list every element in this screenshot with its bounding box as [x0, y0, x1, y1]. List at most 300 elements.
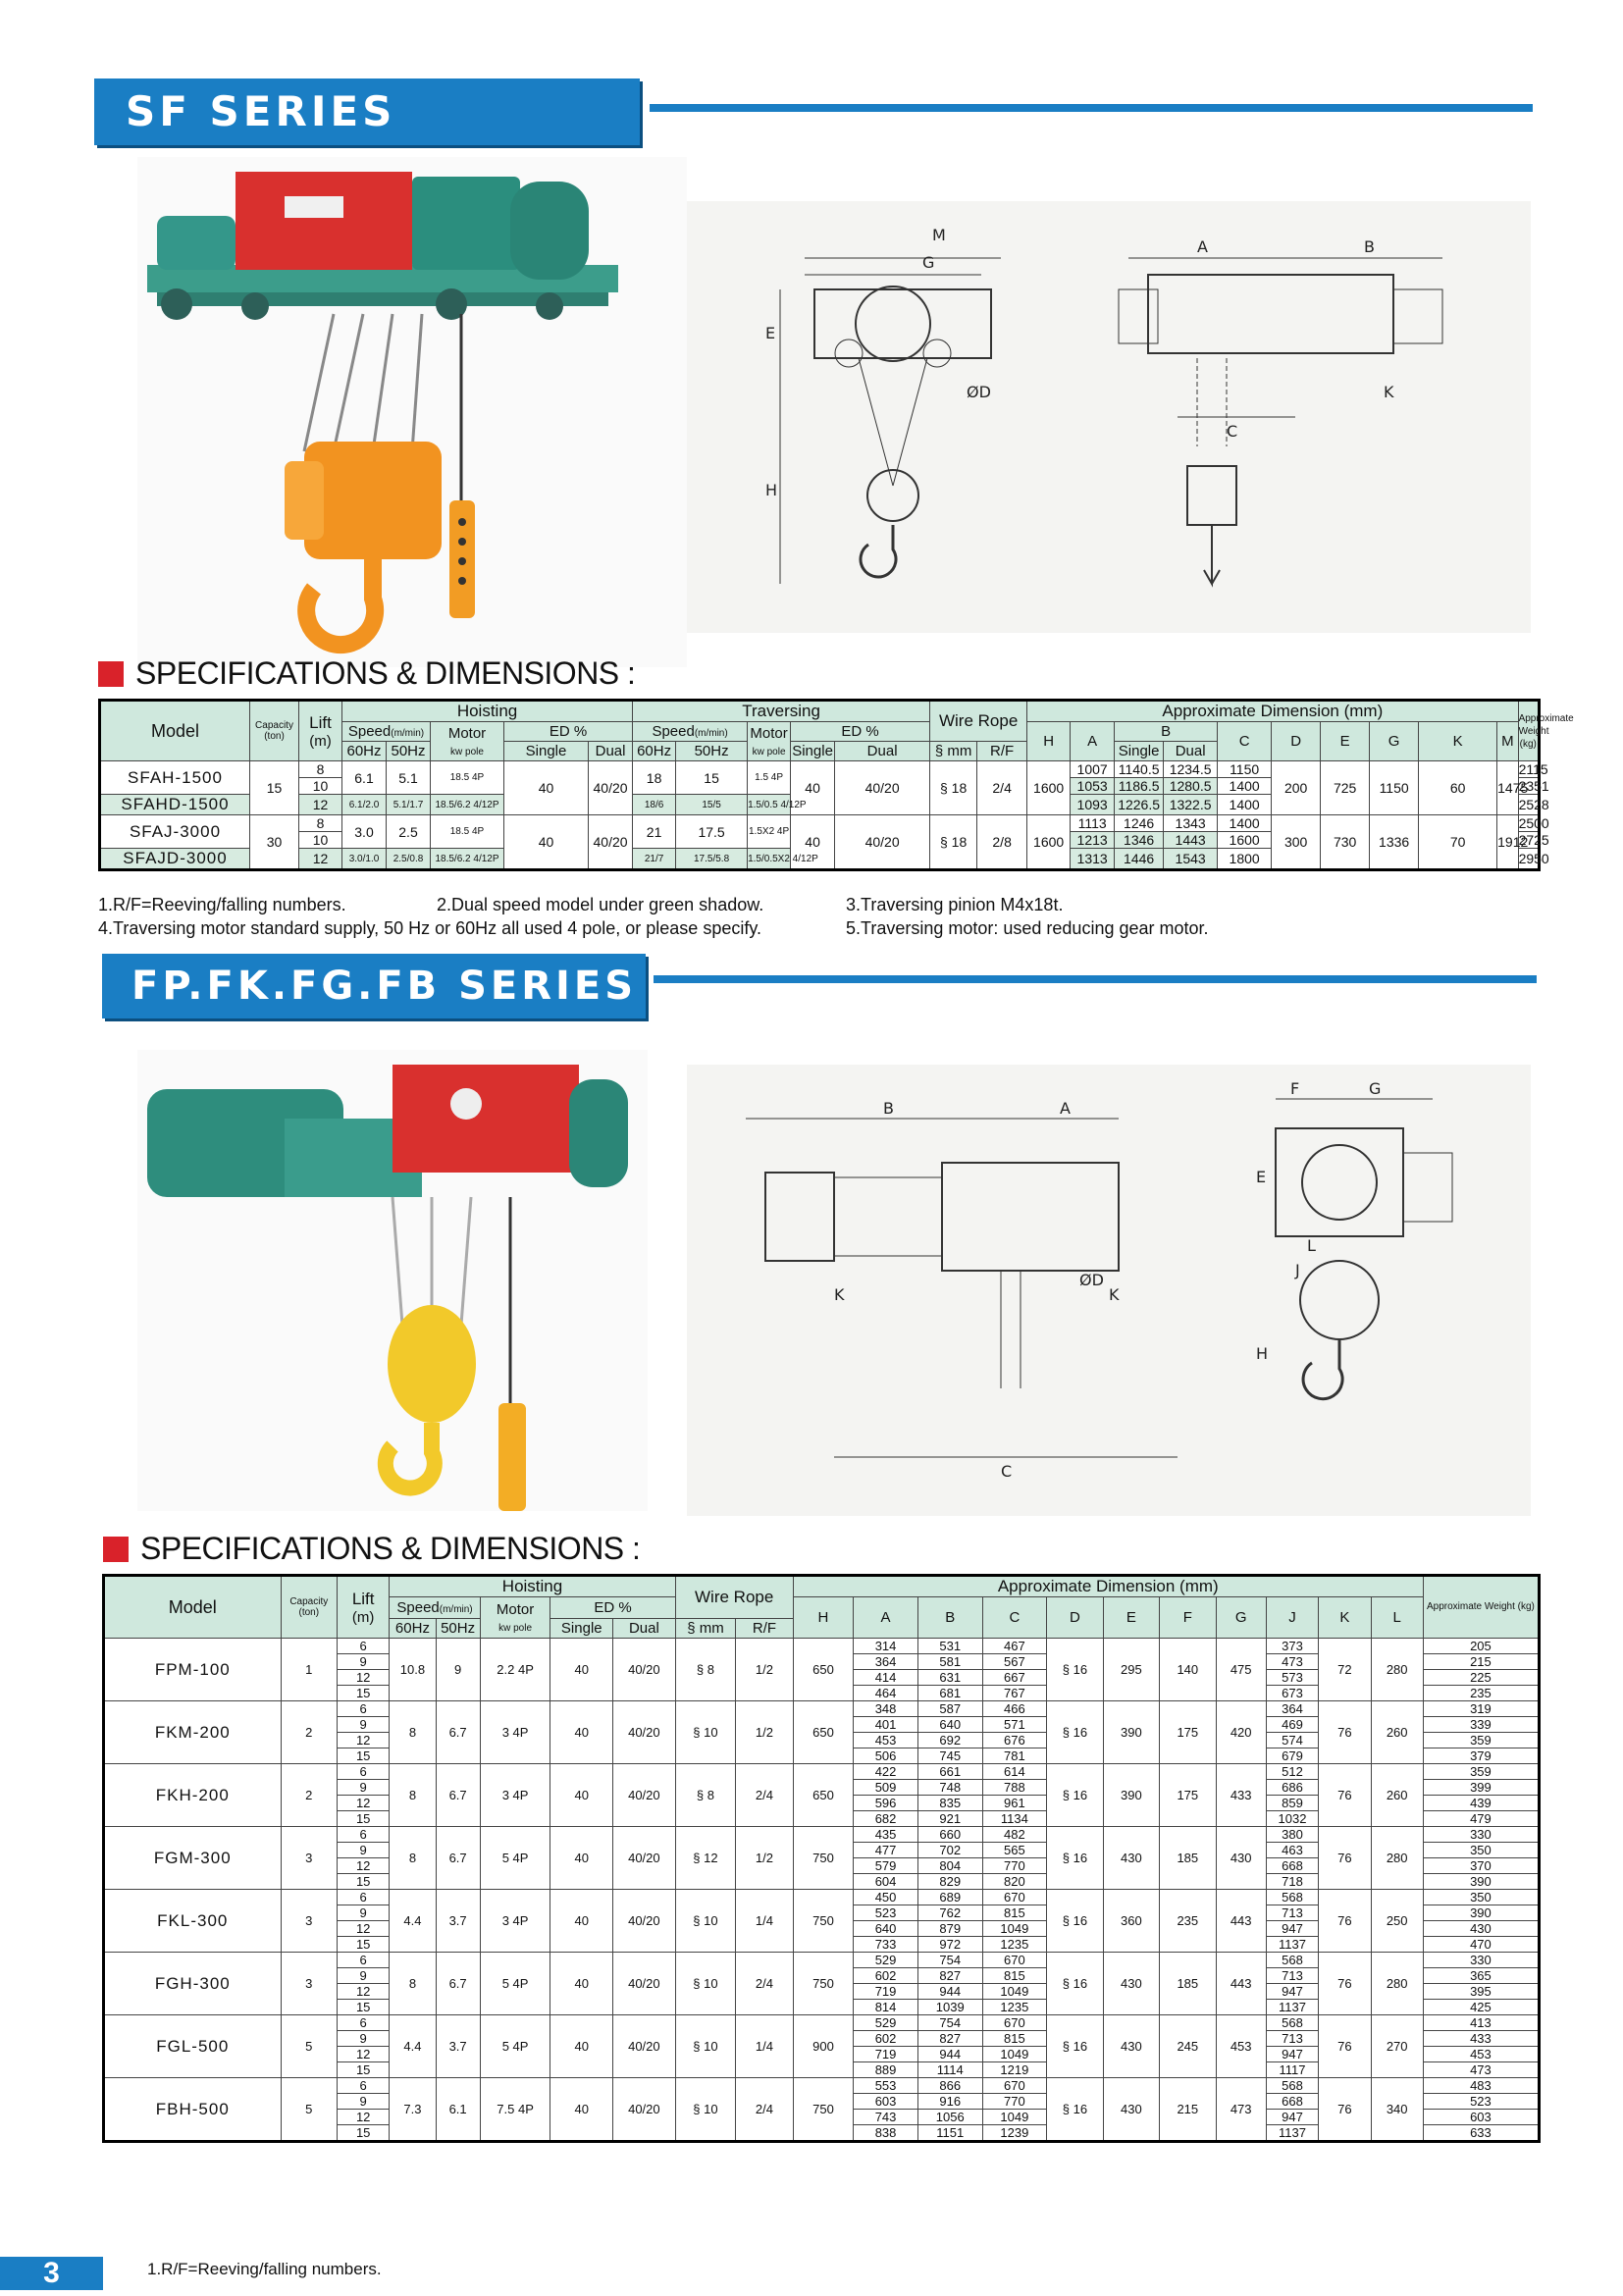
table-row [104, 1953, 1540, 1968]
cell-A: 1053 [1071, 778, 1115, 795]
hdr-phi: § mm [675, 1619, 736, 1639]
hdr-t50hz: 50Hz [676, 742, 748, 761]
cell-B: 640 [917, 1717, 982, 1733]
cell-B: 944 [917, 1984, 982, 2000]
cell-rf: 1/2 [736, 1827, 793, 1890]
hdr-hoisting: Hoisting [342, 701, 633, 722]
cell-lift: 12 [338, 1733, 390, 1748]
table-row [104, 1639, 1540, 1654]
cell-h50: 2.5 [387, 815, 431, 849]
cell-weight: 425 [1423, 2000, 1539, 2015]
cell-C: 667 [982, 1670, 1047, 1686]
cell-F: 245 [1160, 2015, 1216, 2078]
hdr-approx-dim: Approximate Dimension (mm) [793, 1576, 1423, 1597]
cell-rope: § 12 [675, 1827, 736, 1890]
cell-A: 1213 [1071, 832, 1115, 849]
cell-model: FPM-100 [104, 1639, 282, 1701]
table-row [104, 1701, 1540, 1717]
cell-A: 640 [854, 1921, 918, 1937]
cell-C: 567 [982, 1654, 1047, 1670]
cell-J: 947 [1266, 1921, 1318, 1937]
cell-lift: 15 [338, 2000, 390, 2015]
cell-C: 820 [982, 1874, 1047, 1890]
cell-C: 1134 [982, 1811, 1047, 1827]
cell-J: 512 [1266, 1764, 1318, 1780]
cell-model: SFAH-1500 [100, 761, 250, 795]
cell-hed-dual: 40/20 [589, 761, 633, 815]
cell-B: 748 [917, 1780, 982, 1796]
cell-D: § 16 [1047, 2078, 1103, 2142]
cell-H: 750 [793, 1827, 854, 1890]
cell-lift: 15 [338, 1874, 390, 1890]
cell-weight: 523 [1423, 2094, 1539, 2110]
hdr-L: L [1371, 1597, 1423, 1639]
fp-spec-table [102, 1574, 1541, 2143]
sf-hoist-photo [137, 157, 687, 667]
cell-rope: § 18 [930, 761, 977, 815]
cell-D: § 16 [1047, 1639, 1103, 1701]
cell-lift: 6 [338, 1953, 390, 1968]
cell-D: § 16 [1047, 1764, 1103, 1827]
cell-speed-50: 6.7 [436, 1764, 480, 1827]
cell-C: 482 [982, 1827, 1047, 1843]
cell-ed-dual: 40/20 [613, 2015, 676, 2078]
hdr-wire-rope: Wire Rope [930, 701, 1027, 742]
cell-lift: 6 [338, 2015, 390, 2031]
cell-E: 430 [1103, 2078, 1159, 2142]
cell-J: 1137 [1266, 2125, 1318, 2142]
cell-weight: 433 [1423, 2031, 1539, 2047]
cell-B-single: 1140.5 [1115, 761, 1164, 778]
hdr-B: B [1115, 722, 1218, 742]
hdr-rf: R/F [736, 1619, 793, 1639]
cell-motor: 5 4P [480, 2015, 550, 2078]
cell-L: 340 [1371, 2078, 1423, 2142]
cell-capacity: 2 [281, 1764, 337, 1827]
cell-C: 961 [982, 1796, 1047, 1811]
cell-ed-dual: 40/20 [613, 1827, 676, 1890]
cell-h60: 6.1/2.0 [342, 795, 387, 815]
cell-A: 553 [854, 2078, 918, 2094]
cell-model: FBH-500 [104, 2078, 282, 2142]
cell-A: 435 [854, 1827, 918, 1843]
heading-marker-icon [103, 1537, 129, 1562]
cell-A: 401 [854, 1717, 918, 1733]
cell-E: 295 [1103, 1639, 1159, 1701]
cell-C: 565 [982, 1843, 1047, 1858]
table-row [100, 815, 1540, 832]
cell-weight: 350 [1423, 1890, 1539, 1905]
cell-J: 1137 [1266, 2000, 1318, 2015]
cell-lift: 6 [338, 1890, 390, 1905]
cell-motor: 2.2 4P [480, 1639, 550, 1701]
cell-weight: 473 [1423, 2062, 1539, 2078]
cell-speed-50: 6.7 [436, 1701, 480, 1764]
cell-hed-single: 40 [504, 761, 589, 815]
svg-text:G: G [1369, 1079, 1382, 1098]
cell-t50: 15 [676, 761, 748, 795]
cell-F: 185 [1160, 1953, 1216, 2015]
cell-t50: 17.5/5.8 [676, 849, 748, 870]
svg-text:A: A [1197, 237, 1208, 256]
cell-J: 373 [1266, 1639, 1318, 1654]
cell-E: 390 [1103, 1764, 1159, 1827]
cell-lift: 12 [338, 2110, 390, 2125]
cell-J: 947 [1266, 2110, 1318, 2125]
hdr-t60hz: 60Hz [633, 742, 676, 761]
hdr-G: G [1370, 722, 1419, 761]
hdr-ted: ED % [791, 722, 930, 742]
sf-note-1: 1.R/F=Reeving/falling numbers. [98, 895, 346, 914]
cell-lift: 9 [338, 1717, 390, 1733]
fp-banner-rule [654, 975, 1537, 983]
cell-model: FGH-300 [104, 1953, 282, 2015]
cell-C: 815 [982, 1968, 1047, 1984]
cell-weight: 365 [1423, 1968, 1539, 1984]
cell-B: 1039 [917, 2000, 982, 2015]
cell-K: 76 [1319, 1764, 1371, 1827]
cell-C: 1235 [982, 1937, 1047, 1953]
cell-speed-50: 6.1 [436, 2078, 480, 2142]
cell-ed-single: 40 [550, 1701, 613, 1764]
cell-capacity: 30 [250, 815, 299, 870]
cell-F: 235 [1160, 1890, 1216, 1953]
hdr-60hz: 60Hz [342, 742, 387, 761]
table-row [104, 1764, 1540, 1780]
cell-D: § 16 [1047, 1953, 1103, 2015]
cell-weight: 413 [1423, 2015, 1539, 2031]
hdr-H: H [793, 1597, 854, 1639]
cell-G: 473 [1216, 2078, 1266, 2142]
cell-C: 815 [982, 2031, 1047, 2047]
hdr-dual: Dual [613, 1619, 676, 1639]
hdr-C: C [1218, 722, 1272, 761]
cell-B: 1056 [917, 2110, 982, 2125]
hdr-ed: ED % [550, 1597, 675, 1619]
cell-lift: 9 [338, 1780, 390, 1796]
cell-weight: 215 [1423, 1654, 1539, 1670]
svg-text:F: F [1290, 1079, 1300, 1098]
cell-model: FKH-200 [104, 1764, 282, 1827]
hdr-speed: Speed(m/min) [390, 1597, 480, 1619]
cell-B-dual: 1322.5 [1164, 795, 1218, 815]
cell-A: 364 [854, 1654, 918, 1670]
cell-weight: 379 [1423, 1748, 1539, 1764]
cell-L: 280 [1371, 1639, 1423, 1701]
cell-lift: 6 [338, 1639, 390, 1654]
cell-B: 762 [917, 1905, 982, 1921]
cell-motor: 7.5 4P [480, 2078, 550, 2142]
cell-weight: 2725 [1518, 832, 1549, 848]
svg-text:G: G [922, 253, 935, 272]
cell-lift: 6 [338, 2078, 390, 2094]
cell-ted-dual: 40/20 [835, 761, 930, 815]
cell-F: 175 [1160, 1764, 1216, 1827]
cell-lift: 12 [299, 849, 342, 870]
cell-D: § 16 [1047, 2015, 1103, 2078]
cell-tmotor: 1.5 4P [748, 761, 791, 795]
hdr-K: K [1419, 722, 1497, 761]
cell-G: 443 [1216, 1890, 1266, 1953]
cell-rf: 2/8 [977, 815, 1027, 870]
cell-B: 1151 [917, 2125, 982, 2142]
sf-note-4: 4.Traversing motor standard supply, 50 Hz or 60Hz all used 4 pole, or please specify. [98, 918, 762, 938]
cell-C: 1239 [982, 2125, 1047, 2142]
hdr-M: M [1497, 722, 1518, 761]
cell-B: 745 [917, 1748, 982, 1764]
cell-A: 1113 [1071, 815, 1115, 832]
hdr-hoisting: Hoisting [390, 1576, 675, 1597]
cell-C: 1800 [1218, 849, 1272, 870]
cell-B: 804 [917, 1858, 982, 1874]
cell-ed-single: 40 [550, 1890, 613, 1953]
cell-A: 422 [854, 1764, 918, 1780]
svg-text:ØD: ØD [967, 383, 991, 401]
cell-lift: 15 [338, 1937, 390, 1953]
hdr-J: J [1266, 1597, 1318, 1639]
cell-F: 140 [1160, 1639, 1216, 1701]
cell-capacity: 1 [281, 1639, 337, 1701]
cell-h60: 6.1 [342, 761, 387, 795]
cell-B: 866 [917, 2078, 982, 2094]
cell-L: 250 [1371, 1890, 1423, 1953]
cell-capacity: 3 [281, 1890, 337, 1953]
cell-J: 568 [1266, 1890, 1318, 1905]
svg-text:K: K [1109, 1285, 1120, 1304]
cell-rope: § 10 [675, 2078, 736, 2142]
cell-A: 314 [854, 1639, 918, 1654]
hdr-single: Single [550, 1619, 613, 1639]
cell-hed-dual: 40/20 [589, 815, 633, 870]
cell-weight: 2528 [1518, 795, 1539, 815]
cell-ed-single: 40 [550, 1827, 613, 1890]
cell-G: 420 [1216, 1701, 1266, 1764]
cell-C: 1235 [982, 2000, 1047, 2015]
cell-A: 450 [854, 1890, 918, 1905]
cell-H: 650 [793, 1639, 854, 1701]
cell-C: 1049 [982, 1921, 1047, 1937]
hdr-lift: Lift (m) [338, 1576, 390, 1639]
cell-t60: 18/6 [633, 795, 676, 815]
cell-model: FGL-500 [104, 2015, 282, 2078]
cell-weight: 470 [1423, 1937, 1539, 1953]
cell-J: 1032 [1266, 1811, 1318, 1827]
cell-K: 76 [1319, 1827, 1371, 1890]
svg-text:E: E [765, 324, 776, 342]
hdr-E: E [1103, 1597, 1159, 1639]
cell-h50: 5.1/1.7 [387, 795, 431, 815]
cell-B: 829 [917, 1874, 982, 1890]
cell-L: 260 [1371, 1764, 1423, 1827]
page-number: 3 [0, 2257, 103, 2290]
cell-tmotor: 1.5/0.5X2 4/12P [748, 849, 791, 870]
hdr-speed: Speed(m/min) [342, 722, 431, 742]
cell-B-single: 1446 [1115, 849, 1164, 870]
sf-note-5: 5.Traversing motor: used reducing gear motor. [846, 918, 1209, 938]
cell-G: 430 [1216, 1827, 1266, 1890]
cell-C: 1600 [1218, 832, 1272, 849]
cell-D: § 16 [1047, 1827, 1103, 1890]
hdr-50hz: 50Hz [436, 1619, 480, 1639]
svg-text:E: E [1256, 1168, 1267, 1186]
cell-weight: 633 [1423, 2125, 1539, 2142]
cell-F: 215 [1160, 2078, 1216, 2142]
cell-G: 1336 [1370, 815, 1419, 870]
cell-lift: 6 [338, 1827, 390, 1843]
cell-weight: 319 [1423, 1701, 1539, 1717]
cell-rf: 2/4 [977, 761, 1027, 815]
hdr-50hz: 50Hz [387, 742, 431, 761]
cell-J: 668 [1266, 1858, 1318, 1874]
cell-lift: 8 [299, 761, 342, 778]
cell-h60: 3.0/1.0 [342, 849, 387, 870]
cell-A: 1007 [1071, 761, 1115, 778]
hdr-tsingle: Single [792, 743, 833, 759]
cell-B-single: 1346 [1115, 832, 1164, 849]
cell-weight: 350 [1423, 1843, 1539, 1858]
hdr-E: E [1321, 722, 1370, 761]
hdr-traversing: Traversing [633, 701, 930, 722]
cell-L: 260 [1371, 1701, 1423, 1764]
cell-rf: 1/4 [736, 2015, 793, 2078]
fp-dimension-drawing [687, 1065, 1531, 1516]
hdr-b-single: Single [1115, 742, 1164, 761]
svg-text:C: C [1227, 422, 1238, 441]
cell-A: 889 [854, 2062, 918, 2078]
cell-t60: 21 [633, 815, 676, 849]
cell-J: 713 [1266, 1968, 1318, 1984]
cell-weight: 2950 [1518, 849, 1539, 870]
cell-C: 467 [982, 1639, 1047, 1654]
hdr-tspeed: Speed(m/min) [633, 722, 748, 742]
cell-speed-50: 6.7 [436, 1953, 480, 2015]
cell-lift: 12 [338, 1796, 390, 1811]
cell-lift: 12 [338, 1921, 390, 1937]
cell-t50: 15/5 [676, 795, 748, 815]
cell-K: 60 [1419, 761, 1497, 815]
cell-J: 573 [1266, 1670, 1318, 1686]
table-row [104, 2015, 1540, 2031]
sf-note-3: 3.Traversing pinion M4x18t. [846, 895, 1064, 914]
svg-text:A: A [1060, 1099, 1071, 1118]
cell-t50: 17.5 [676, 815, 748, 849]
heading-marker-icon [98, 661, 124, 687]
cell-C: 676 [982, 1733, 1047, 1748]
sf-dimension-drawing [687, 201, 1531, 633]
cell-C: 670 [982, 1953, 1047, 1968]
cell-A: 523 [854, 1905, 918, 1921]
cell-lift: 10 [299, 832, 342, 849]
cell-ed-single: 40 [550, 1764, 613, 1827]
cell-B: 754 [917, 1953, 982, 1968]
svg-text:M: M [932, 226, 946, 244]
cell-C: 466 [982, 1701, 1047, 1717]
cell-model: SFAHD-1500 [100, 795, 250, 815]
fp-note-1: 1.R/F=Reeving/falling numbers. [147, 2260, 382, 2278]
cell-capacity: 5 [281, 2015, 337, 2078]
table-row [104, 1827, 1540, 1843]
cell-B-single: 1226.5 [1115, 795, 1164, 815]
cell-capacity: 2 [281, 1701, 337, 1764]
cell-C: 767 [982, 1686, 1047, 1701]
cell-rope: § 8 [675, 1639, 736, 1701]
cell-ted-single: 40 [791, 761, 835, 815]
cell-speed-60: 10.8 [390, 1639, 436, 1701]
cell-H: 750 [793, 1890, 854, 1953]
cell-E: 360 [1103, 1890, 1159, 1953]
hdr-G: G [1216, 1597, 1266, 1639]
hdr-capacity: Capacity (ton) [281, 1576, 337, 1639]
cell-H: 1600 [1027, 761, 1071, 815]
cell-K: 72 [1319, 1639, 1371, 1701]
fp-hoist-photo [137, 1050, 648, 1511]
cell-model: SFAJD-3000 [100, 849, 250, 870]
cell-lift: 12 [338, 1984, 390, 2000]
cell-weight: 399 [1423, 1780, 1539, 1796]
cell-h50: 2.5/0.8 [387, 849, 431, 870]
cell-F: 185 [1160, 1827, 1216, 1890]
cell-B: 921 [917, 1811, 982, 1827]
hdr-60hz: 60Hz [390, 1619, 436, 1639]
cell-lift: 8 [299, 815, 342, 832]
svg-text:H: H [1256, 1344, 1269, 1363]
cell-speed-60: 7.3 [390, 2078, 436, 2142]
cell-tmotor: 1.5X2 4P [748, 815, 791, 849]
cell-weight: 483 [1423, 2078, 1539, 2094]
cell-weight: 359 [1423, 1764, 1539, 1780]
cell-C: 1049 [982, 2110, 1047, 2125]
cell-speed-50: 3.7 [436, 2015, 480, 2078]
cell-lift: 9 [338, 2094, 390, 2110]
cell-weight: 2351 [1518, 778, 1549, 794]
sf-series-banner: SF SERIES [94, 78, 640, 145]
fp-spec-heading-text: SPECIFICATIONS & DIMENSIONS : [140, 1531, 641, 1566]
cell-F: 175 [1160, 1701, 1216, 1764]
cell-B-dual: 1280.5 [1164, 778, 1218, 795]
cell-K: 76 [1319, 2015, 1371, 2078]
hdr-model: Model [100, 701, 250, 761]
svg-text:B: B [1364, 237, 1375, 256]
cell-J: 947 [1266, 1984, 1318, 2000]
cell-ed-dual: 40/20 [613, 1953, 676, 2015]
cell-B: 681 [917, 1686, 982, 1701]
cell-A: 596 [854, 1796, 918, 1811]
hdr-D: D [1047, 1597, 1103, 1639]
cell-J: 859 [1266, 1796, 1318, 1811]
cell-hmotor: 18.5/6.2 4/12P [431, 849, 504, 870]
cell-A: 1313 [1071, 849, 1115, 870]
cell-lift: 15 [338, 1811, 390, 1827]
cell-D: § 16 [1047, 1890, 1103, 1953]
cell-speed-60: 8 [390, 1953, 436, 2015]
cell-B-single: 1246 [1115, 815, 1164, 832]
cell-hed-single: 40 [504, 815, 589, 870]
svg-text:H: H [765, 481, 778, 499]
cell-J: 673 [1266, 1686, 1318, 1701]
cell-J: 380 [1266, 1827, 1318, 1843]
cell-B: 944 [917, 2047, 982, 2062]
cell-K: 76 [1319, 1953, 1371, 2015]
sf-spec-table [98, 699, 1574, 871]
cell-B: 587 [917, 1701, 982, 1717]
cell-B: 692 [917, 1733, 982, 1748]
hdr-A: A [1071, 722, 1115, 761]
cell-model: FGM-300 [104, 1827, 282, 1890]
cell-J: 947 [1266, 2047, 1318, 2062]
svg-text:L: L [1307, 1236, 1316, 1255]
hdr-A: A [854, 1597, 918, 1639]
cell-C: 670 [982, 2015, 1047, 2031]
